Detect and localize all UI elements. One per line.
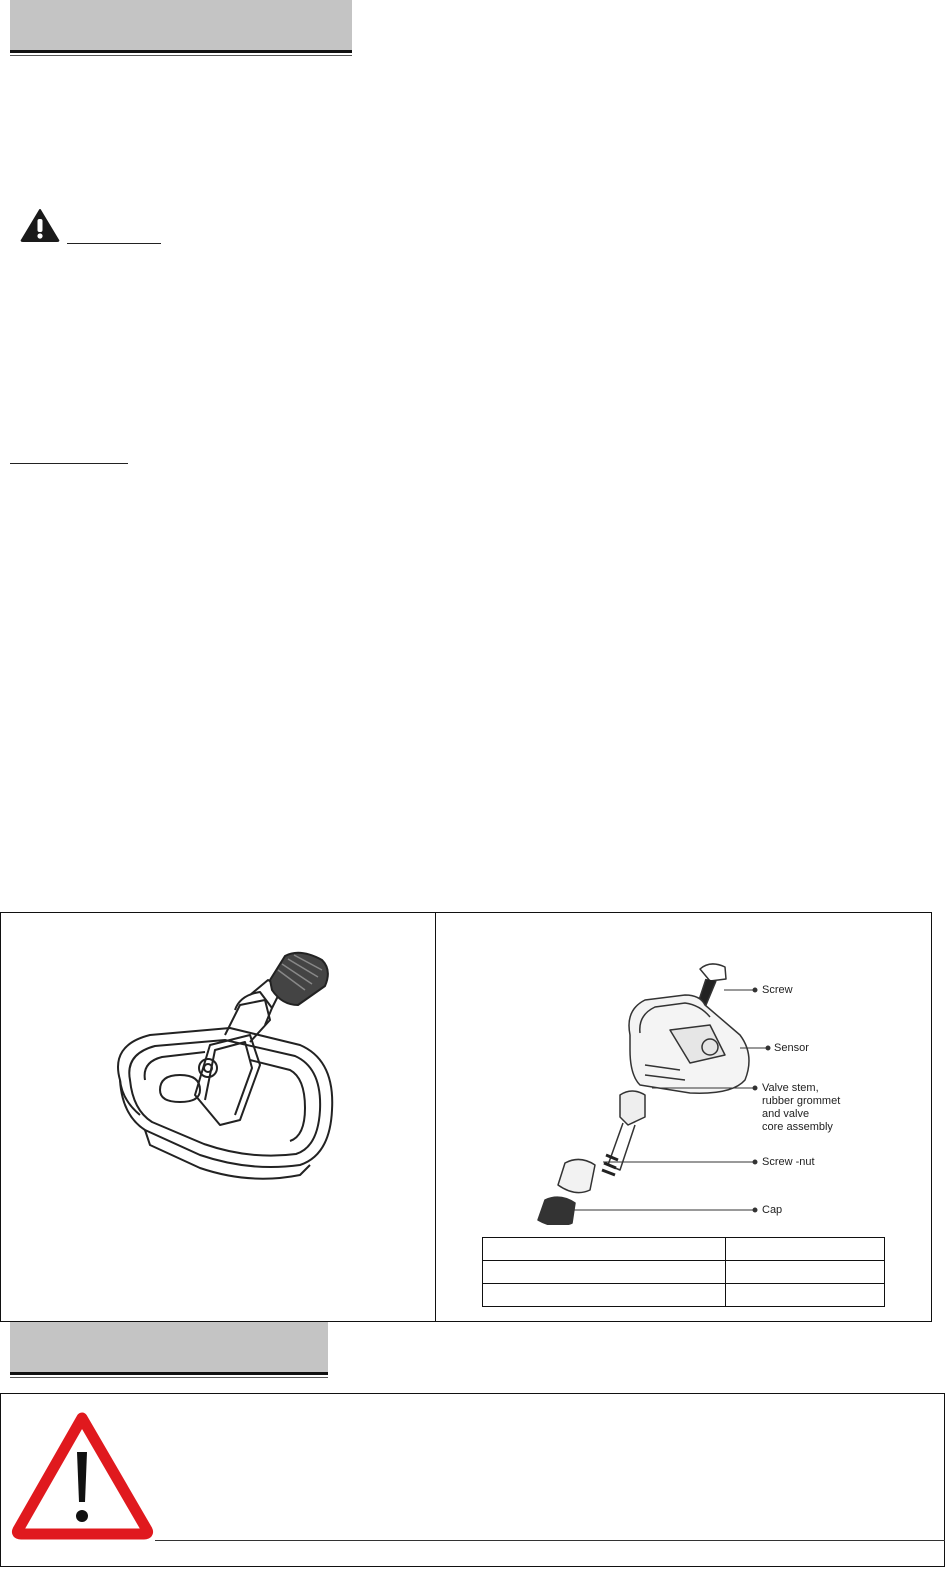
callout-valve-line4: core assembly xyxy=(762,1121,833,1133)
table-row xyxy=(483,1238,885,1261)
table-cell xyxy=(483,1238,726,1261)
table-row xyxy=(483,1284,885,1307)
spec-table xyxy=(482,1237,885,1307)
callout-cap: Cap xyxy=(762,1204,783,1216)
callout-valve-line2: rubber grommet xyxy=(762,1095,841,1107)
table-row xyxy=(483,1261,885,1284)
table-cell xyxy=(726,1261,885,1284)
callout-screw: Screw xyxy=(762,984,793,996)
section-heading-bar-bottom xyxy=(10,1322,328,1374)
callout-sensor: Sensor xyxy=(774,1042,809,1054)
table-cell xyxy=(726,1238,885,1261)
table-cell xyxy=(483,1284,726,1307)
callout-valve-line3: and valve xyxy=(762,1108,810,1120)
warning-triangle-icon xyxy=(10,1410,155,1540)
callout-valve-line1: Valve stem, xyxy=(762,1082,819,1094)
table-cell xyxy=(726,1284,885,1307)
warning-box-inner-rule xyxy=(155,1540,945,1541)
table-cell xyxy=(483,1261,726,1284)
callout-screw-nut: Screw -nut xyxy=(762,1156,815,1168)
